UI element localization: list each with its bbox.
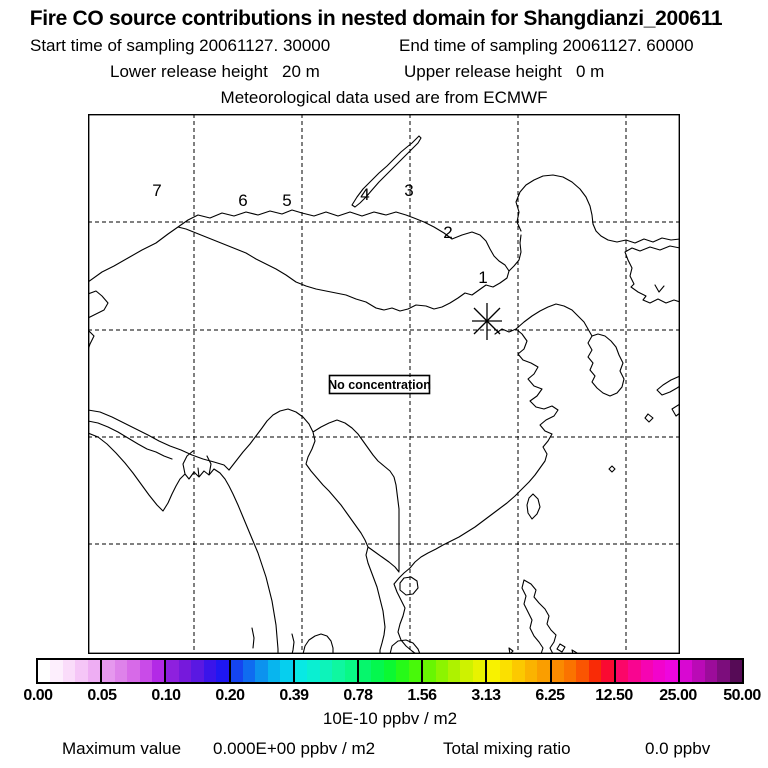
colorbar-tick-label: 25.00 <box>659 687 697 704</box>
colorbar-cell <box>63 660 75 682</box>
colorbar-cell <box>357 660 371 682</box>
colorbar-tick-label: 1.56 <box>407 687 437 704</box>
total-ratio-value: 0.0 ppbv <box>645 739 711 758</box>
figure-title: Fire CO source contributions in nested domain for Shangdianzi_200611 <box>29 7 723 30</box>
colorbar-tick-label: 3.13 <box>471 687 501 704</box>
colorbar-cell <box>396 660 408 682</box>
colorbar-tick-label: 0.20 <box>215 687 245 704</box>
colorbar-cell <box>653 660 665 682</box>
station-asterisk-marker <box>472 303 502 340</box>
colorbar-cell <box>50 660 62 682</box>
colorbar-cell <box>614 660 628 682</box>
colorbar-cell <box>243 660 255 682</box>
colorbar-cell <box>100 660 114 682</box>
colorbar-cell <box>436 660 448 682</box>
colorbar-cell <box>641 660 653 682</box>
colorbar-cell <box>550 660 564 682</box>
colorbar-cell <box>179 660 191 682</box>
colorbar-cell <box>204 660 216 682</box>
colorbar-cell <box>705 660 717 682</box>
colorbar-tick-label: 0.10 <box>151 687 181 704</box>
colorbar-cell <box>216 660 228 682</box>
colorbar-cell <box>537 660 549 682</box>
colorbar-cell <box>409 660 421 682</box>
colorbar-cell <box>730 660 742 682</box>
colorbar-cell <box>500 660 512 682</box>
no-concentration-box <box>328 376 431 394</box>
lower-release-text: Lower release height 20 m <box>110 62 320 81</box>
colorbar-cell <box>152 660 164 682</box>
colorbar-cell <box>384 660 396 682</box>
colorbar-cell <box>332 660 344 682</box>
max-value: 0.000E+00 ppbv / m2 <box>213 739 376 758</box>
colorbar-cell <box>268 660 280 682</box>
colorbar-cell <box>601 660 613 682</box>
colorbar-cell <box>678 660 692 682</box>
colorbar-cell <box>280 660 292 682</box>
trajectory-label: 1 <box>478 268 488 287</box>
trajectory-labels <box>152 181 487 287</box>
colorbar-tick-label: 50.00 <box>723 687 761 704</box>
colorbar-cell <box>485 660 499 682</box>
colorbar-cell <box>191 660 203 682</box>
colorbar-cell <box>88 660 100 682</box>
total-ratio-label: Total mixing ratio <box>443 739 571 758</box>
colorbar-tick-label: 0.05 <box>87 687 117 704</box>
met-source-text: Meteorological data used are from ECMWF <box>220 88 548 107</box>
colorbar-tick-label: 6.25 <box>535 687 565 704</box>
colorbar-cell <box>127 660 139 682</box>
colorbar-tick-label: 12.50 <box>595 687 633 704</box>
colorbar-cell <box>665 660 677 682</box>
colorbar-cell <box>473 660 485 682</box>
trajectory-label: 4 <box>360 185 370 204</box>
colorbar-cell <box>75 660 87 682</box>
colorbar-cell <box>576 660 588 682</box>
colorbar-cell <box>307 660 319 682</box>
trajectory-label: 6 <box>238 191 248 210</box>
no-concentration-label: No concentration <box>328 378 431 392</box>
colorbar-cell <box>460 660 472 682</box>
colorbar-cell <box>164 660 178 682</box>
map <box>88 114 680 654</box>
colorbar-cell <box>628 660 640 682</box>
colorbar-cell <box>255 660 267 682</box>
colorbar-cell <box>115 660 127 682</box>
trajectory-label: 2 <box>443 223 453 242</box>
colorbar-cell <box>229 660 243 682</box>
colorbar-cell <box>38 660 50 682</box>
colorbar-cell <box>564 660 576 682</box>
colorbar-cell <box>320 660 332 682</box>
colorbar-tick-label: 0.39 <box>279 687 309 704</box>
colorbar-cell <box>717 660 729 682</box>
colorbar-cell <box>525 660 537 682</box>
trajectory-label: 7 <box>152 181 162 200</box>
colorbar-cell <box>140 660 152 682</box>
colorbar-cell <box>345 660 357 682</box>
colorbar-tick-label: 0.78 <box>343 687 373 704</box>
colorbar-cell <box>692 660 704 682</box>
end-time-text: End time of sampling 20061127. 60000 <box>399 36 694 55</box>
trajectory-label: 5 <box>282 191 292 210</box>
colorbar-cell <box>293 660 307 682</box>
colorbar-cell <box>421 660 435 682</box>
upper-release-text: Upper release height 0 m <box>404 62 605 81</box>
colorbar-cell <box>448 660 460 682</box>
start-time-text: Start time of sampling 20061127. 30000 <box>30 36 331 55</box>
coastlines <box>88 136 680 654</box>
max-value-label: Maximum value <box>62 739 182 758</box>
colorbar-tick-label: 0.00 <box>23 687 53 704</box>
colorbar-cell <box>512 660 524 682</box>
colorbar-cell <box>371 660 383 682</box>
colorbar <box>36 658 744 684</box>
trajectory-label: 3 <box>404 181 414 200</box>
colorbar-units: 10E-10 ppbv / m2 <box>322 709 458 728</box>
colorbar-cell <box>589 660 601 682</box>
